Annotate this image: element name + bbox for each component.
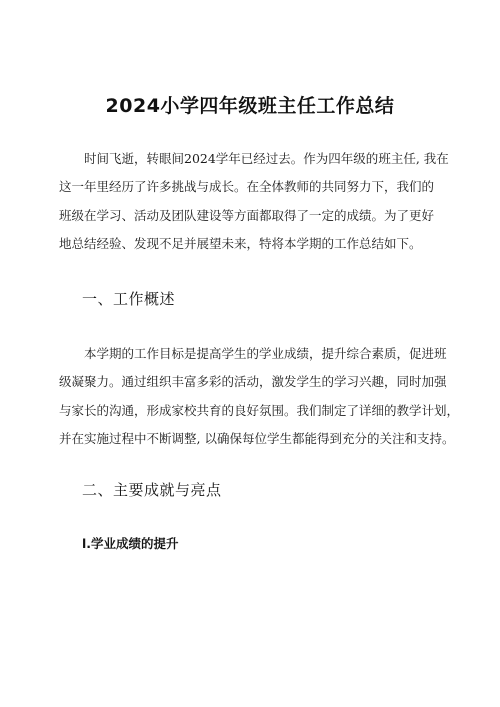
paragraph-line: 并在实施过程中不断调整, 以确保每位学生都能得到充分的关注和支持。 [59,430,455,446]
paragraph-line: 这一年里经历了许多挑战与成长。在全体教师的共同努力下，我们的 [59,179,435,195]
paragraph-line: 班级在学习、活动及团队建设等方面都取得了一定的成绩。为了更好 [59,207,435,223]
document-title: 2024小学四年级班主任工作总结 [105,95,395,117]
intro-paragraph [59,145,459,258]
overview-paragraph [59,340,459,453]
section-heading-overview: 一、工作概述 [82,290,176,308]
paragraph-line: 与家长的沟通，形成家校共育的良好氛围。我们制定了详细的教学计划， [59,402,459,418]
paragraph-line: 地总结经验、发现不足并展望未来，特将本学期的工作总结如下。 [59,235,422,251]
section-heading-achievements: 二、主要成就与亮点 [82,481,222,499]
paragraph-line: 本学期的工作目标是提高学生的学业成绩，提升综合素质，促进班 [84,346,447,361]
subsection-heading-academic: l.学业成绩的提升 [82,536,179,551]
paragraph-line: 时间飞逝，转眼间2024学年已经过去。作为四年级的班主任, 我在 [84,151,449,166]
paragraph-line: 级凝聚力。通过组织丰富多彩的活动，激发学生的学习兴趣，同时加强 [59,374,447,390]
